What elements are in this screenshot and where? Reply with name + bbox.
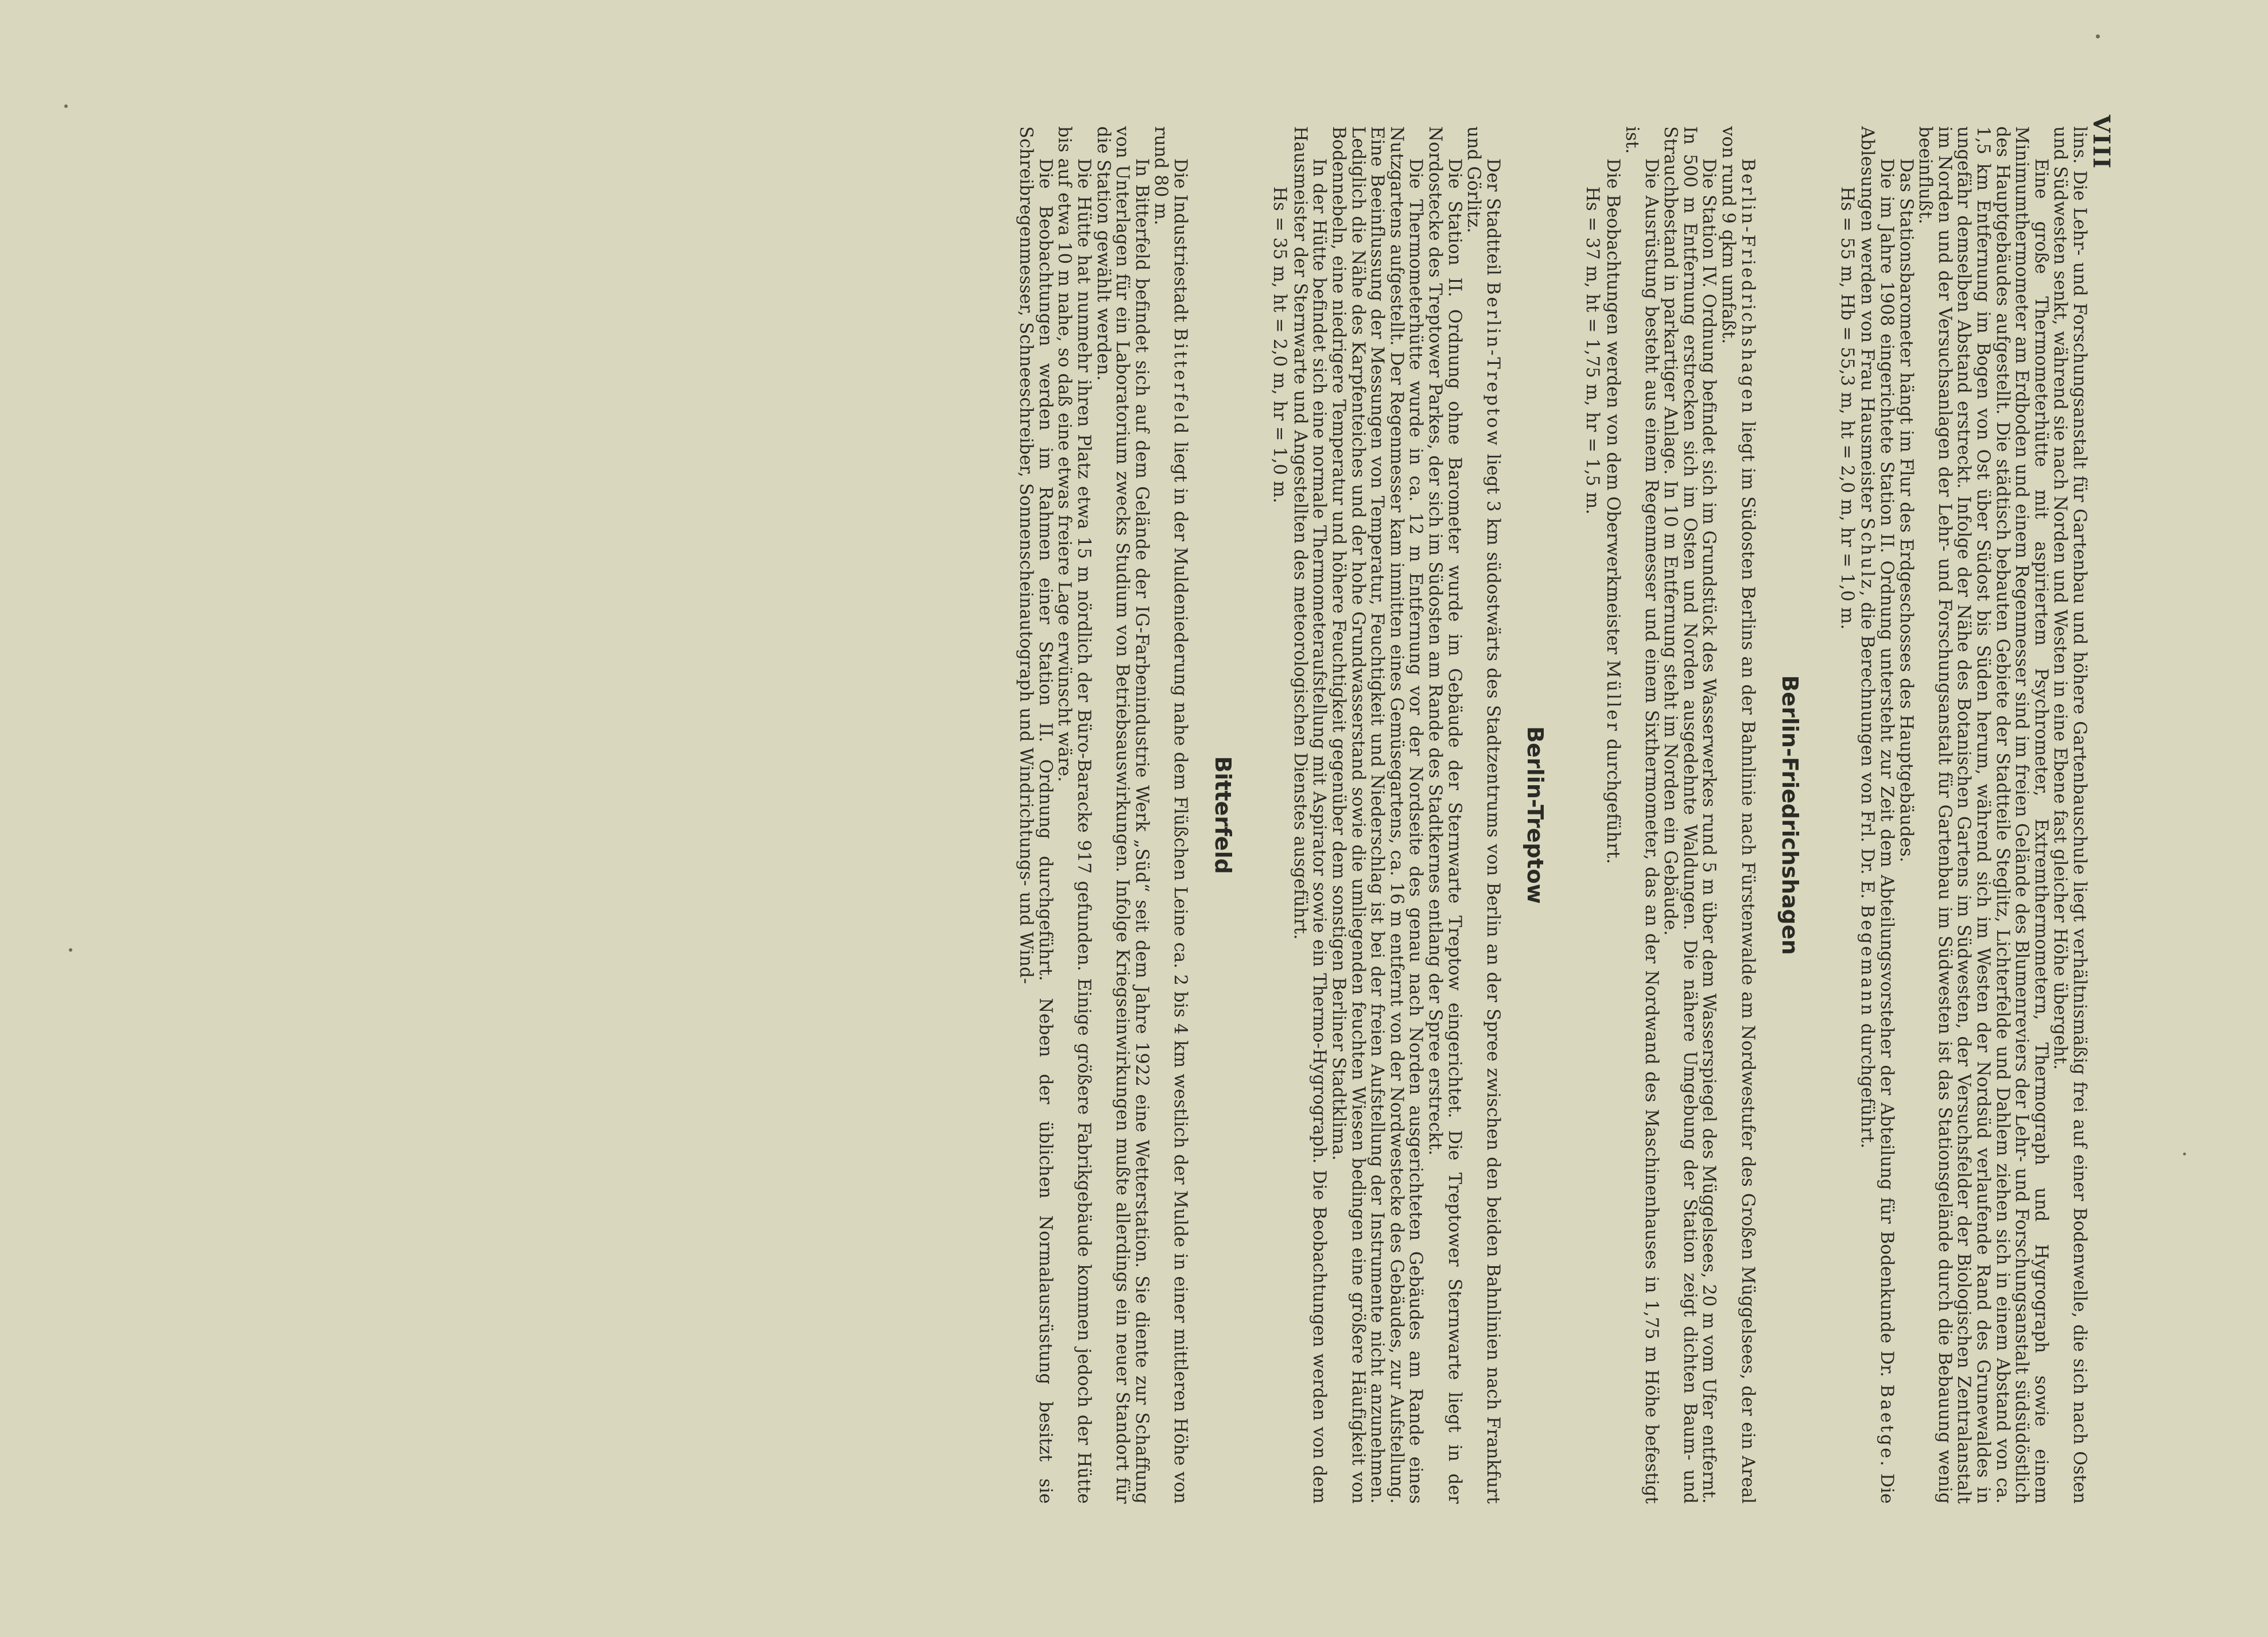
- text-run: durchgeführt.: [1602, 733, 1623, 864]
- section-intro: [1837, 126, 2089, 1504]
- text-run: . Die Ablesungen werden von Frau Hausmeister: [1857, 126, 1897, 1504]
- text-run: , die Berechnungen von Frl. Dr. E.: [1857, 590, 1878, 905]
- paragraph: [1151, 126, 1190, 1504]
- paragraph: Die Station IV. Ordnung befindet sich im Grundstück des Wasserwerkes rund 5 m über dem Wasserspiegel des Müggelsees, 20 m vom Ufer entfernt. In 500 m Entfernung erstrecken sich im Osten und Norden ausgedehnte Waldungen. Die nähere Umgebung der Station zeigt dichten Baum- und Strauchbestand in parkartiger Anlage. In 10 m Entfernung steht im Norden ein Gebäude.: [1660, 126, 1719, 1504]
- person-name: Schulz: [1857, 517, 1878, 591]
- paragraph: In der Hütte befindet sich eine normale Thermometeraufstellung mit Aspirator sowie ein Thermo-Hygrograph. Die Beobachtungen werden von dem Hausmeister der Sternwarte und Angestellten des meteorologischen Dienstes ausgeführt.: [1290, 126, 1330, 1504]
- speck: [2183, 1153, 2186, 1155]
- paragraph: Die Station II. Ordnung ohne Barometer wurde im Gebäude der Sternwarte Treptow eingerichtet. Die Treptower Sternwarte liegt in der Nordostecke des Treptower Parkes, der sich im Südosten am Rande des Stadtkernes entlang der Spree erstreckt.: [1424, 126, 1465, 1504]
- paragraph: Die Hütte hat nunmehr ihren Platz etwa 15 m nördlich der Büro-Baracke 917 gefunden. Einige größere Fabrikgebäude kommen jedoch der Hütte bis auf etwa 10 m nahe, so daß eine etwas freiere Lage erwünscht wäre.: [1054, 126, 1094, 1504]
- place-name: Berlin-Friedrichshagen: [1737, 158, 1758, 416]
- paragraph: lins. Die Lehr- und Forschungsanstalt für Gartenbau und höhere Gartenbauschule liegt verhältnismäßig frei auf einer Bodenwelle, die sich nach Osten und Südwesten senkt, während sie nach Norden und Westen in eine Ebene fast gleicher Höhe übergeht.: [2050, 126, 2090, 1504]
- paragraph: [1464, 126, 1502, 1504]
- place-name: Berlin-Treptow: [1482, 281, 1503, 448]
- speck: [64, 104, 68, 108]
- paragraph: Die Beobachtungen werden im Rahmen einer Station II. Ordnung durchgeführt. Neben der üblichen Normalausrüstung besitzt sie Schreibregenmesser, Schneeschreiber, Sonnenscheinautograph und Windrichtungs- und Wind-: [1016, 126, 1055, 1504]
- page-body: [253, 126, 2089, 1504]
- speck: [69, 948, 72, 952]
- paragraph: [1603, 126, 1622, 1504]
- paragraph: Die Thermometerhütte wurde in ca. 12 m Entfernung vor der Nordseite des genau nach Norden ausgerichteten Gebäudes am Rande eines Nutzgartens aufgestellt. Der Regenmesser kam inmitten eines Gemüsegartens, ca. 16 m entfernt von der Nordwestecke des Gebäudes, zur Aufstellung. Eine Beeinflussung der Messungen von Temperatur, Feuchtigkeit und Niederschlag ist bei der freien Aufstellung der Instrumente nicht anzunehmen. Lediglich die Nähe des Karpfenteiches und der hohe Grundwasserstand sowie die umliegenden feuchten Wiesen bedingen eine größere Häufigkeit von Bodennebeln, eine niedrigere Temperatur und höhere Feuchtigkeit gegenüber dem sonstigen Berliner Stadtklima.: [1329, 126, 1426, 1504]
- text-run: Die Industriestadt: [1170, 158, 1191, 328]
- paragraph: Die Ausrüstung besteht aus einem Regenmesser und einem Sixthermometer, das an der Nordwand des Maschinenhauses in 1,75 m Höhe befestigt ist.: [1622, 126, 1661, 1504]
- person-name: Begemann: [1857, 905, 1878, 1018]
- text-run: Die im Jahre 1908 eingerichtete Station II. Ordnung untersteht zur Zeit dem Abteilungsvorsteher der Abteilung für Bodenkunde Dr.: [1877, 158, 1897, 1384]
- station-heights: Hs = 35 m, ht = 2,0 m, hr = 1,0 m.: [1269, 187, 1290, 503]
- text-run: durchgeführt.: [1857, 1017, 1878, 1149]
- person-name: Müller: [1602, 660, 1623, 734]
- speck: [2096, 34, 2100, 38]
- station-heights: Hs = 37 m, ht = 1,75 m, hr = 1,5 m.: [1582, 187, 1602, 515]
- text-run: liegt im Südosten Berlins an der Bahnlinie nach Fürstenwalde am Nordwestufer des Großen Müggelsees, der ein Areal von rund 9 qkm umfaßt.: [1718, 126, 1758, 1504]
- station-heights: Hs = 55 m, Hb = 55,3 m, ht = 2,0 m, hr = 1,0 m.: [1836, 187, 1857, 630]
- section-berlin-treptow: [1269, 126, 1548, 1504]
- page-number: VIII: [2088, 115, 2115, 170]
- section-bitterfeld: [1016, 126, 1236, 1504]
- paragraph: [1858, 126, 1896, 1504]
- section-heading: Berlin-Friedrichshagen: [1777, 675, 1803, 955]
- paragraph: In Bitterfeld befindet sich auf dem Gelände der IG-Farbenindustrie Werk „Süd“ seit dem Jahre 1922 eine Wetterstation. Sie diente zur Schaffung von Unterlagen für ein Laboratorium zwecks Studium von Betriebsauswirkungen. Infolge Kriegseinwirkungen mußte allerdings ein neuer Standort für die Station gewählt werden.: [1093, 126, 1152, 1504]
- paragraph: [1719, 126, 1757, 1504]
- text-run: liegt 3 km südostwärts des Stadtzentrums von Berlin an der Spree zwischen den beiden Bahnlinien nach Frankfurt und Görlitz.: [1463, 126, 1503, 1504]
- person-name: Baetge: [1877, 1384, 1897, 1461]
- text-run: Die Beobachtungen werden von dem Oberwerkmeister: [1602, 158, 1623, 661]
- place-name: Bitterfeld: [1170, 328, 1191, 436]
- section-heading: Bitterfeld: [1210, 756, 1236, 874]
- text-run: Der Stadtteil: [1482, 158, 1503, 282]
- section-berlin-friedrichshagen: [1582, 126, 1803, 1504]
- text-run: liegt in der Muldeniederung nahe dem Flüßchen Leine ca. 2 bis 4 km westlich der Mulde in einer mittleren Höhe von rund 80 m.: [1151, 126, 1191, 1504]
- section-heading: Berlin-Treptow: [1523, 726, 1548, 904]
- paragraph: Das Stationsbarometer hängt im Flur des Erdgeschosses des Hauptgebäudes.: [1896, 158, 1916, 863]
- paragraph: Eine große Thermometerhütte mit aspiriertem Psychrometer, Extremthermometern, Thermograph und Hygrograph sowie einem Minimumthermometer am Erdboden und einem Regenmesser sind im freien Gelände des Blumenreviers der Lehr- und Forschungsanstalt südsüdöstlich des Hauptgebäudes aufgestellt. Die städtisch bebauten Gebiete der Stadtteile Steglitz, Lichterfelde und Dahlem ziehen sich in einem Abstand von ca. 1,5 km Entfernung im Bogen von Ost über Südost bis Süden herum, während sich im Westen der Nordsüd verlaufende Rand des Grunewaldes in ungefähr demselben Abstand erstreckt. Infolge der Nähe des Botanischen Gartens im Südwesten, der Versuchsfelder der Biologischen Zentralanstalt im Norden und der Versuchsanlagen der Lehr- und Forschungsanstalt für Gartenbau im Südwesten ist das Stationsgelände durch die Bebauung wenig beeinflußt.: [1915, 126, 2051, 1504]
